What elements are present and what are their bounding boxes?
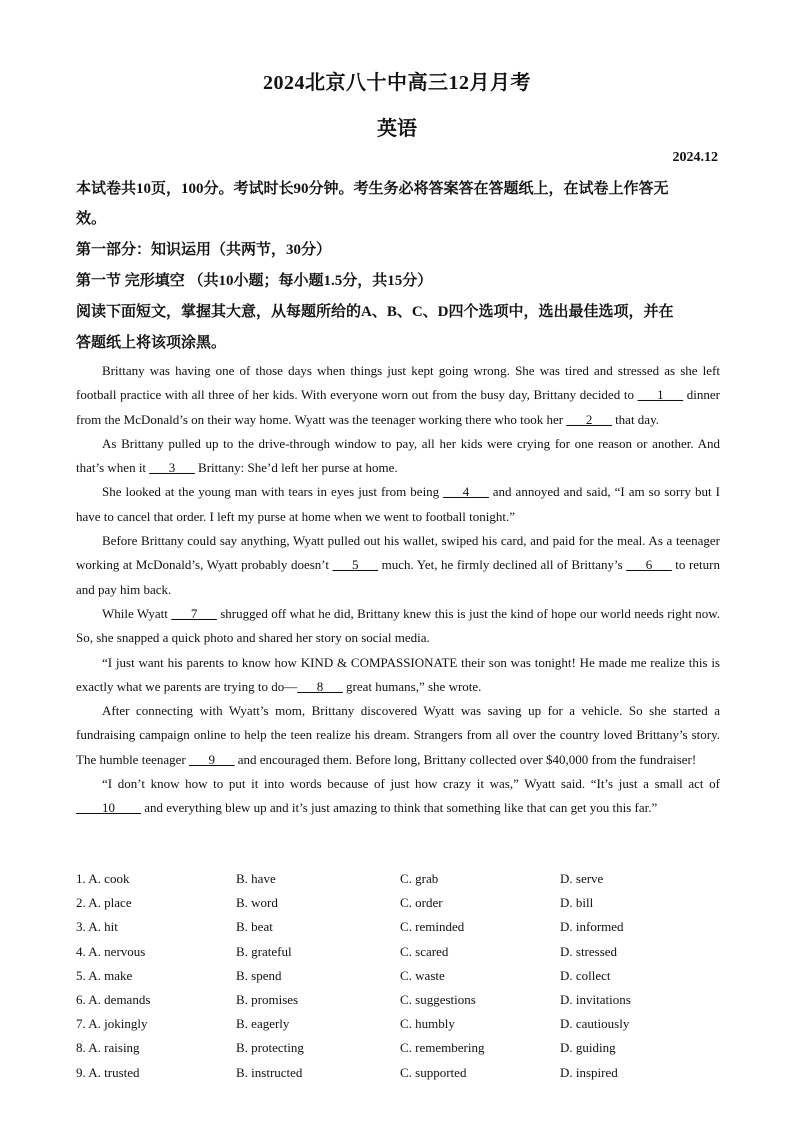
option-row [76,1061,726,1085]
section-heading: 第一节 完形填空 （共10小题；每小题1.5分，共15分） [76,273,433,289]
cloze-passage [76,359,720,821]
option-b: B. spend [236,967,282,983]
blank-9: ___9___ [188,751,235,767]
option-c: C. supported [400,1064,467,1080]
passage-paragraph [76,602,720,651]
option-b: B. protecting [236,1040,304,1056]
blank-1: ___1___ [637,387,684,403]
answer-options [76,867,726,1085]
option-b: B. have [236,871,276,886]
passage-text: shrugged off what he did, Brittany knew this is just the kind of hope our world needs right now. So, she snapped a quick photo and shared her story on social media. [76,605,720,646]
option-a: 1. A. cook [76,871,130,886]
passage-paragraph [76,529,720,602]
instruction-line-2: 效。 [76,211,107,227]
option-a: 7. A. jokingly [76,1016,148,1032]
passage-text: to return and pay him back. [76,557,721,597]
option-c: C. suggestions [400,991,476,1007]
passage-paragraph [76,480,720,529]
passage-text: Brittany was having one of those days when things just kept going wrong. She was tired and stressed as she left football practice with all three of her kids. With everyone worn out from the busy day, Brittany decided to [76,363,720,403]
option-row [76,940,726,964]
option-d: D. stressed [560,943,618,959]
exam-subject: 英语 [377,118,417,140]
option-b: B. eagerly [236,1016,290,1032]
exam-title: 2024北京八十中高三12月月考 [263,72,531,94]
option-c: C. scared [400,943,449,959]
option-d: D. informed [560,919,624,935]
passage-text: Before Brittany could say anything, Wyatt pulled out his wallet, swiped his card, and paid for the meal. As a teenager working at McDonald’s, Wyatt probably doesn’t [76,533,720,573]
passage-text: After connecting with Wyatt’s mom, Brittany discovered Wyatt was saving up for a vehicle. So she started a fundraising campaign online to help the teen realize his dream. Strangers from all over the country loved Brittany’s story. The humble teenager [76,703,720,767]
passage-paragraph [76,699,720,772]
passage-paragraph [76,432,720,481]
passage-text: As Brittany pulled up to the drive-through window to pay, all her kids were crying for one reason or another. And that’s when it [76,435,720,476]
option-row [76,915,726,939]
passage-text: and encouraged them. Before long, Brittany collected over $40,000 from the fundraiser! [234,751,697,767]
option-d: D. serve [560,871,604,886]
option-row [76,1012,726,1036]
blank-4: ___4___ [443,484,489,500]
option-d: D. guiding [560,1040,616,1056]
blank-6: ___6___ [626,557,672,573]
option-c: C. reminded [400,919,465,935]
option-row [76,964,726,988]
option-b: B. instructed [236,1064,303,1080]
option-d: D. bill [560,895,594,911]
option-a: 6. A. demands [76,991,151,1007]
passage-text: Brittany: She’d left her purse at home. [194,460,398,476]
part-heading: 第一部分：知识运用（共两节，30分） [76,242,332,258]
passage-text: dinner from the McDonald’s on their way home. Wyatt was the teenager working there who took her [76,387,720,427]
option-d: D. collect [560,967,611,983]
option-row [76,988,726,1012]
option-a: 2. A. place [76,895,132,911]
direction-line-1: 阅读下面短文，掌握其大意，从每题所给的A、B、C、D四个选项中，选出最佳选项，并在 [76,304,674,320]
blank-2: ___2___ [566,411,612,427]
blank-8: ___8___ [297,678,343,694]
passage-text: “I don’t know how to put it into words because of just how crazy it was,” Wyatt said. “It’s just a small act of [102,776,720,792]
passage-paragraph [76,651,720,700]
option-c: C. grab [400,871,439,886]
passage-text: and annoyed and said, “I am so sorry but I have to cancel that order. I left my purse at home when we went to football tonight.” [76,484,720,524]
option-c: C. order [400,895,443,911]
option-b: B. promises [236,991,299,1007]
passage-text: “I just want his parents to know how KIND & COMPASSIONATE their son was tonight! He made me realize this is exactly what we parents are trying to do— [76,654,720,694]
passage-text: and everything blew up and it’s just amazing to think that something like that can get you this far.” [141,800,658,816]
option-row [76,891,726,915]
option-a: 8. A. raising [76,1040,140,1056]
passage-text: She looked at the young man with tears in eyes just from being [102,484,444,500]
passage-text: that day. [611,411,659,427]
exam-date: 2024.12 [672,150,718,165]
direction-line-2: 答题纸上将该项涂黑。 [76,335,227,351]
option-d: D. cautiously [560,1016,630,1032]
option-a: 5. A. make [76,967,133,983]
instruction-line-1: 本试卷共10页，100分。考试时长90分钟。考生务必将答案答在答题纸上，在试卷上作答无 [76,181,669,197]
passage-text: much. Yet, he firmly declined all of Brittany’s [378,557,627,573]
option-c: C. remembering [400,1040,485,1056]
passage-paragraph [76,772,720,821]
option-c: C. humbly [400,1016,455,1032]
blank-10: ____10____ [76,800,141,816]
passage-paragraph [76,359,720,432]
option-a: 9. A. trusted [76,1064,140,1080]
option-d: D. inspired [560,1064,618,1080]
option-b: B. grateful [236,943,292,959]
blank-3: ___3___ [149,460,195,476]
option-b: B. beat [236,919,273,935]
blank-7: ___7___ [171,605,217,621]
option-a: 3. A. hit [76,919,118,935]
option-a: 4. A. nervous [76,943,146,959]
option-c: C. waste [400,967,445,983]
option-d: D. invitations [560,991,631,1007]
passage-text: While Wyatt [102,605,172,621]
option-row [76,1036,726,1060]
passage-text: great humans,” she wrote. [342,678,482,694]
option-row [76,867,726,891]
blank-5: ___5___ [332,557,379,573]
option-b: B. word [236,895,278,911]
